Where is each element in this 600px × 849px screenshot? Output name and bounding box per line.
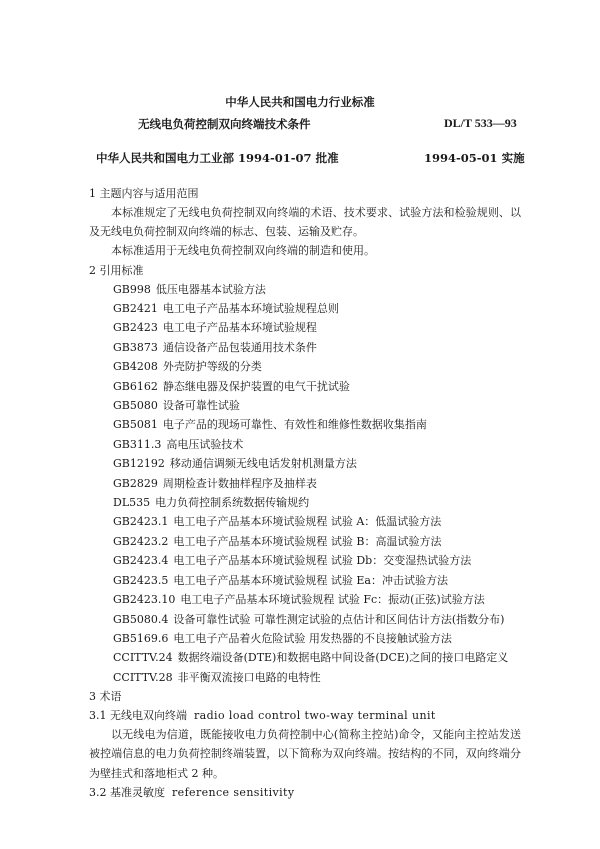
section-2-heading: 2 引用标准 [89,263,144,277]
reference-code: GB2423.2 [113,534,169,548]
reference-title: 数据终端设备(DTE)和数据电路中间设备(DCE)之间的接口电路定义 [177,651,509,665]
approval-line: 中华人民共和国电力工业部 1994-01-07 批准 [96,151,339,165]
reference-title: 电子产品的现场可靠性、有效性和维修性数据收集指南 [162,418,427,432]
reference-code: GB311.3 [113,437,162,451]
reference-item [89,668,521,687]
reference-item [89,318,521,337]
reference-item [89,377,521,396]
standard-code: DL/T 533—93 [444,116,517,130]
section-1-paragraph: 本标准适用于无线电负荷控制双向终端的制造和使用。 [111,244,375,258]
reference-code: GB5080.4 [113,612,169,626]
reference-code: CCITTV.24 [113,651,173,665]
document-title: 无线电负荷控制双向终端技术条件 [138,117,311,131]
implementation-date: 1994-05-01 实施 [424,151,525,165]
term-heading [89,783,521,802]
reference-item [89,571,521,590]
reference-title: 电工电子产品基本环境试验规程总则 [162,302,339,316]
reference-item [89,435,521,454]
reference-item [89,396,521,415]
reference-title: 设备可靠性试验 可靠性测定试验的点估计和区间估计方法(指数分布) [173,612,505,626]
standard-body: 中华人民共和国电力行业标准 [225,95,375,109]
reference-code: GB2423 [113,321,158,335]
reference-item [89,415,521,434]
reference-item [89,493,521,512]
reference-title: 电工电子产品基本环境试验规程 试验 A：低温试验方法 [173,515,442,529]
reference-code: CCITTV.28 [113,670,173,684]
reference-title: 移动通信调频无线电话发射机测量方法 [169,457,357,471]
reference-code: GB2423.4 [113,554,169,568]
reference-title: 电工电子产品基本环境试验规程 试验 Fc：振动(正弦)试验方法 [180,593,485,607]
reference-item [89,648,521,667]
reference-code: GB2423.1 [113,515,169,529]
reference-item [89,280,521,299]
reference-item [89,610,521,629]
term-name: 3.2 基准灵敏度 [89,785,165,799]
reference-code: GB12192 [113,457,165,471]
reference-code: GB5080 [113,399,158,413]
reference-title: 外壳防护等级的分类 [162,360,262,374]
reference-item [89,338,521,357]
reference-title: 静态继电器及保护装置的电气干扰试验 [162,379,350,393]
reference-item [89,590,521,609]
reference-code: GB998 [113,282,151,296]
term-heading [89,706,521,725]
term-name: 3.1 无线电双向终端 [89,709,187,723]
term-english: reference sensitivity [172,785,295,799]
reference-title: 电工电子产品着火危险试验 用发热器的不良接触试验方法 [173,631,452,645]
reference-title: 电工电子产品基本环境试验规程 [162,321,317,335]
reference-item [89,629,521,648]
reference-code: GB2423.5 [113,573,169,587]
reference-code: GB2423.10 [113,593,176,607]
reference-code: GB6162 [113,379,158,393]
reference-code: DL535 [113,496,151,510]
reference-title: 电工电子产品基本环境试验规程 试验 Ea：冲击试验方法 [173,573,448,587]
term-definition: 以无线电为信道，既能接收电力负荷控制中心(简称主控站)命令，又能向主控站发送被控端信息的电力负荷控制终端装置，以下简称为双向终端。按结构的不同，双向终端分为壁挂式和落地柜式 2 种。 [89,728,521,780]
reference-title: 高电压试验技术 [166,437,244,451]
section-3-heading: 3 术语 [89,690,122,704]
reference-item [89,357,521,376]
reference-item [89,299,521,318]
reference-title: 周期检查计数抽样程序及抽样表 [162,476,317,490]
reference-code: GB4208 [113,360,158,374]
reference-title: 非平衡双流接口电路的电特性 [177,670,321,684]
reference-title: 低压电器基本试验方法 [155,282,266,296]
reference-title: 电工电子产品基本环境试验规程 试验 B：高温试验方法 [173,534,442,548]
reference-item [89,512,521,531]
reference-code: GB5081 [113,418,158,432]
reference-code: GB3873 [113,340,158,354]
reference-code: GB2829 [113,476,158,490]
reference-item [89,532,521,551]
reference-title: 电工电子产品基本环境试验规程 试验 Db：交变湿热试验方法 [173,554,472,568]
term-english: radio load control two-way terminal unit [194,709,436,723]
reference-item [89,454,521,473]
section-1-paragraph: 本标准规定了无线电负荷控制双向终端的术语、技术要求、试验方法和检验规则、以及无线电负荷控制双向终端的标志、包装、运输及贮存。 [89,206,521,239]
reference-item [89,474,521,493]
section-1-heading: 1 主题内容与适用范围 [89,187,199,200]
reference-list [89,280,521,688]
reference-item [89,551,521,570]
reference-title: 电力负荷控制系统数据传输规约 [155,496,310,510]
reference-code: GB5169.6 [113,631,169,645]
reference-title: 设备可靠性试验 [162,399,240,413]
document-body [89,184,521,802]
reference-title: 通信设备产品包装通用技术条件 [162,340,317,354]
reference-code: GB2421 [113,302,158,316]
